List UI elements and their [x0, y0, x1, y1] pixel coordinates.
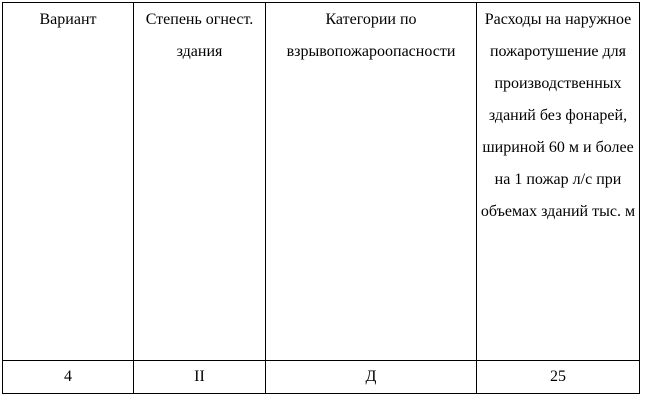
cell-fire-resistance: II [134, 361, 266, 394]
table-header-row [3, 3, 640, 361]
data-table [2, 2, 640, 394]
cell-variant: 4 [3, 361, 134, 394]
cell-explosion-category: Д [266, 361, 477, 394]
header-fire-resistance: Степень огнест. здания [134, 3, 266, 361]
table-row [3, 361, 640, 394]
header-explosion-category: Категории по взрывопожароопасности [266, 3, 477, 361]
header-variant: Вариант [3, 3, 134, 361]
header-water-consumption: Расходы на наружное пожаротушение для производственных зданий без фонарей, шириной 60 м и более на 1 пожар л/с при объемах зданий тыс. м [477, 3, 640, 361]
cell-water-consumption: 25 [477, 361, 640, 394]
